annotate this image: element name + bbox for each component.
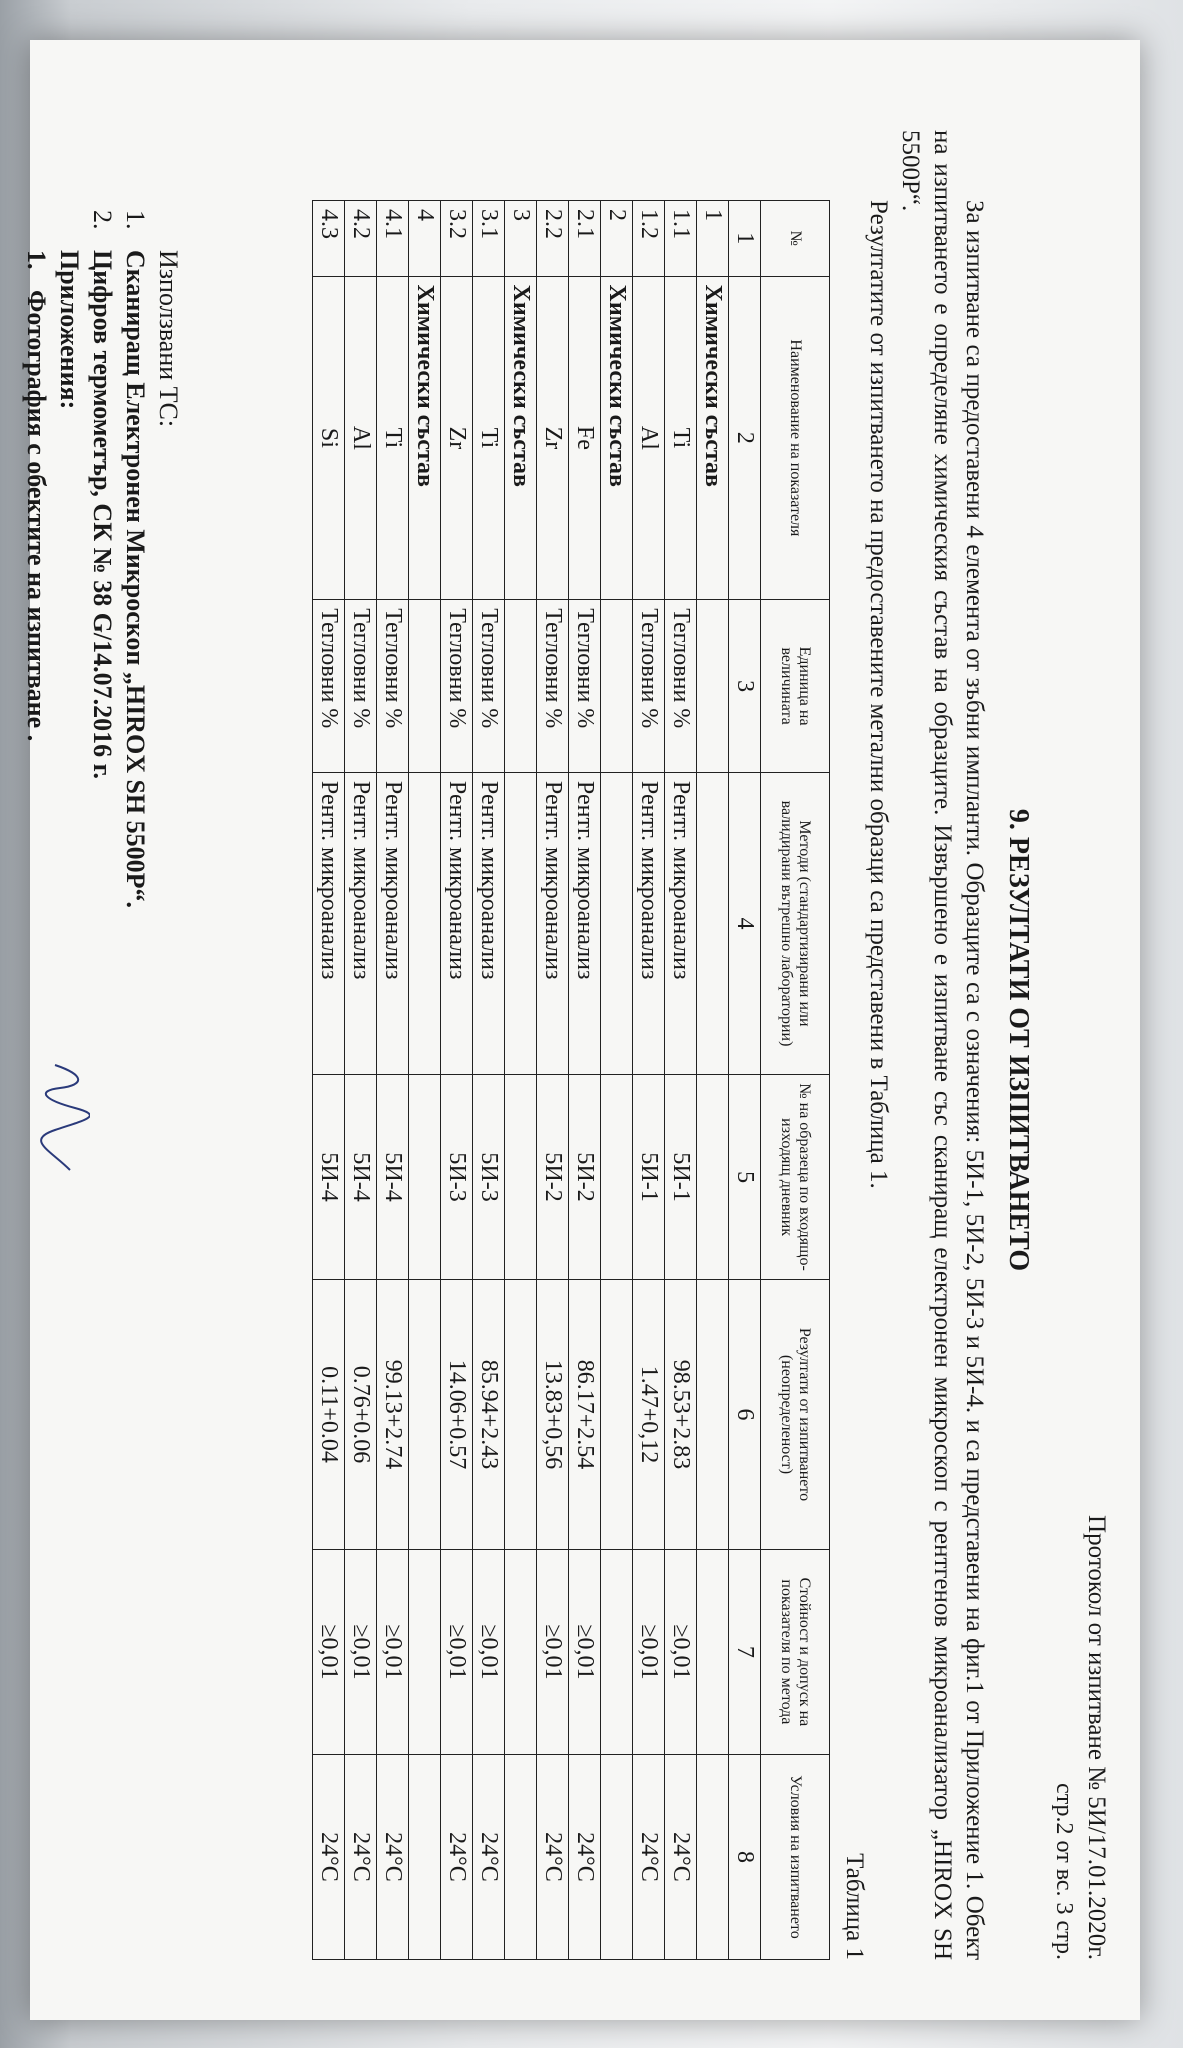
table-cell-result: 98.53+2.83 <box>665 1280 697 1550</box>
table-cell-unit: Тегловни % <box>473 600 505 773</box>
table-cell-name: Химически състав <box>505 276 537 600</box>
column-number-cell: 7 <box>729 1549 761 1754</box>
table-header-cell: Условия на изпитването <box>761 1754 830 1959</box>
table-cell-cond <box>409 1754 441 1959</box>
table-cell-method: Рентг. микроанализ <box>569 772 601 1074</box>
table-row <box>665 201 697 1960</box>
column-number-cell: 5 <box>729 1075 761 1280</box>
table-cell-sample: 5И-3 <box>473 1075 505 1280</box>
signature-scribble <box>40 1060 90 1180</box>
table-cell-unit: Тегловни % <box>441 600 473 773</box>
table-cell-no: 1.1 <box>665 201 697 277</box>
table-cell-unit <box>697 600 729 773</box>
table-cell-sample <box>697 1075 729 1280</box>
column-number-cell: 6 <box>729 1280 761 1550</box>
table-cell-unit: Тегловни % <box>377 600 409 773</box>
table-cell-unit <box>505 600 537 773</box>
table-row <box>345 201 377 1960</box>
table-cell-sample <box>505 1075 537 1280</box>
table-cell-cond <box>505 1754 537 1959</box>
table-cell-unit: Тегловни % <box>633 600 665 773</box>
table-cell-result: 99.13+2.74 <box>377 1280 409 1550</box>
table-header-cell: № <box>761 201 830 277</box>
table-body <box>313 201 729 1960</box>
table-cell-no: 1 <box>697 201 729 277</box>
table-row <box>441 201 473 1960</box>
table-cell-sample: 5И-2 <box>569 1075 601 1280</box>
table-cell-result: 86.17+2.54 <box>569 1280 601 1550</box>
table-cell-unit: Тегловни % <box>313 600 345 773</box>
table-cell-limit <box>697 1549 729 1754</box>
document-sheet <box>22 40 1140 2020</box>
table-cell-name: Al <box>345 276 377 600</box>
list-number: 1. <box>22 250 51 270</box>
table-cell-method <box>505 772 537 1074</box>
page-number: стр.2 от вс. 3 стр. <box>1051 1783 1077 1960</box>
table-cell-result <box>505 1280 537 1550</box>
table-cell-cond: 24°C <box>633 1754 665 1959</box>
table-cell-limit: ≥0,01 <box>665 1549 697 1754</box>
table-cell-cond <box>697 1754 729 1959</box>
intro-text <box>862 130 990 1960</box>
table-cell-result <box>697 1280 729 1550</box>
list-number: 1. <box>121 210 150 230</box>
column-number-cell: 3 <box>729 600 761 773</box>
column-number-cell: 8 <box>729 1754 761 1959</box>
table-cell-limit: ≥0,01 <box>537 1549 569 1754</box>
table-group-row <box>409 201 441 1960</box>
table-cell-unit: Тегловни % <box>537 600 569 773</box>
table-cell-unit <box>409 600 441 773</box>
table-cell-no: 4.2 <box>345 201 377 277</box>
table-cell-limit <box>505 1549 537 1754</box>
table-group-row <box>601 201 633 1960</box>
table-cell-result: 0.76+0.06 <box>345 1280 377 1550</box>
used-equipment-item <box>119 210 152 908</box>
table-cell-result: 14.06+0.57 <box>441 1280 473 1550</box>
table-cell-unit: Тегловни % <box>665 600 697 773</box>
table-cell-name: Fe <box>569 276 601 600</box>
table-header-cell: Стойност и допуск на показателя по метода <box>761 1549 830 1754</box>
table-column-number-row <box>729 201 761 1960</box>
table-cell-method: Рентг. микроанализ <box>633 772 665 1074</box>
table-caption: Таблица 1 <box>841 1853 868 1960</box>
table-cell-name: Si <box>313 276 345 600</box>
table-cell-sample <box>409 1075 441 1280</box>
table-cell-no: 3 <box>505 201 537 277</box>
table-cell-cond: 24°C <box>441 1754 473 1959</box>
attachment-item <box>20 250 53 908</box>
table-cell-limit: ≥0,01 <box>633 1549 665 1754</box>
used-equipment-heading: Използвани ТС: <box>154 250 183 428</box>
intro-paragraph-2: Резултатите от изпитването на предоставените метални образци са представени в Таблица 1. <box>865 200 892 1189</box>
protocol-number: Протокол от изпитване № 5И/17.01.2020г. <box>1083 1515 1110 1960</box>
table-cell-cond <box>601 1754 633 1959</box>
table-cell-sample: 5И-3 <box>441 1075 473 1280</box>
table-cell-no: 4.3 <box>313 201 345 277</box>
table-cell-method <box>601 772 633 1074</box>
table-row <box>569 201 601 1960</box>
table-cell-unit: Тегловни % <box>569 600 601 773</box>
table-cell-method: Рентг. микроанализ <box>473 772 505 1074</box>
table-cell-sample: 5И-4 <box>377 1075 409 1280</box>
intro-paragraph-1: За изпитване са предоставени 4 елемента от зъбни импланти. Образците са с означения: 5И-1, 5И-2, 5И-3 и 5И-4. и са представени на фиг.1 от Приложение 1. Обект на изпитването е определяне химическия състав на образците. Извършено е изпитване със сканиращ електронен микроскоп с рентгенов микроанализатор „HIROX SH 5500P“. <box>897 130 988 1960</box>
table-cell-sample: 5И-4 <box>313 1075 345 1280</box>
table-cell-method <box>697 772 729 1074</box>
table-cell-name: Zr <box>441 276 473 600</box>
table-cell-no: 2.2 <box>537 201 569 277</box>
list-text: Фотография с обектите на изпитване . <box>22 290 51 742</box>
table-cell-method: Рентг. микроанализ <box>377 772 409 1074</box>
table-cell-sample: 5И-1 <box>633 1075 665 1280</box>
column-number-cell: 1 <box>729 201 761 277</box>
table-cell-result: 13.83+0,56 <box>537 1280 569 1550</box>
table-cell-limit: ≥0,01 <box>441 1549 473 1754</box>
rotated-page <box>22 60 1130 2020</box>
list-number: 2. <box>88 210 117 230</box>
table-cell-sample <box>601 1075 633 1280</box>
table-row <box>537 201 569 1960</box>
table-row <box>377 201 409 1960</box>
table-cell-name: Химически състав <box>697 276 729 600</box>
table-group-row <box>505 201 537 1960</box>
column-number-cell: 4 <box>729 772 761 1074</box>
table-header-cell: Резултати от изпитването (неопределеност) <box>761 1280 830 1550</box>
attachments-heading: Приложения: <box>55 250 84 410</box>
table-cell-no: 4 <box>409 201 441 277</box>
used-equipment-item <box>86 210 119 908</box>
table-cell-cond: 24°C <box>665 1754 697 1959</box>
table-cell-sample: 5И-1 <box>665 1075 697 1280</box>
table-cell-name: Zr <box>537 276 569 600</box>
table-cell-name: Ti <box>473 276 505 600</box>
table-cell-no: 2 <box>601 201 633 277</box>
table-cell-method: Рентг. микроанализ <box>313 772 345 1074</box>
table-cell-cond: 24°C <box>345 1754 377 1959</box>
table-cell-sample: 5И-2 <box>537 1075 569 1280</box>
table-cell-unit <box>601 600 633 773</box>
table-cell-method: Рентг. микроанализ <box>665 772 697 1074</box>
table-cell-limit: ≥0,01 <box>377 1549 409 1754</box>
table-cell-method: Рентг. микроанализ <box>345 772 377 1074</box>
table-cell-name: Химически състав <box>409 276 441 600</box>
list-text: Сканиращ Електронен Микроскоп „HIROX SH 5500P“. <box>121 250 150 909</box>
table-cell-no: 4.1 <box>377 201 409 277</box>
table-row <box>313 201 345 1960</box>
table-header-cell: № на образеца по входящо-изходящ дневник <box>761 1075 830 1280</box>
table-header-cell: Наименование на показателя <box>761 276 830 600</box>
table-cell-limit <box>601 1549 633 1754</box>
table-header-cell: Методи (стандартизирани или валидирани вътрешно лаборатории) <box>761 772 830 1074</box>
table-cell-method <box>409 772 441 1074</box>
table-cell-name: Ti <box>665 276 697 600</box>
table-cell-result <box>409 1280 441 1550</box>
table-header-row <box>761 201 830 1960</box>
table-cell-name: Al <box>633 276 665 600</box>
table-cell-limit: ≥0,01 <box>345 1549 377 1754</box>
table-cell-sample: 5И-4 <box>345 1075 377 1280</box>
section-title: 9. РЕЗУЛТАТИ ОТ ИЗПИТВАНЕТО <box>1003 808 1034 1272</box>
table-cell-cond: 24°C <box>473 1754 505 1959</box>
table-cell-cond: 24°C <box>313 1754 345 1959</box>
table-cell-unit: Тегловни % <box>345 600 377 773</box>
table-cell-limit: ≥0,01 <box>473 1549 505 1754</box>
table-cell-no: 3.2 <box>441 201 473 277</box>
table-header-cell: Единица на величината <box>761 600 830 773</box>
table-cell-limit: ≥0,01 <box>569 1549 601 1754</box>
table-cell-cond: 24°C <box>537 1754 569 1959</box>
table-cell-no: 3.1 <box>473 201 505 277</box>
table-cell-name: Химически състав <box>601 276 633 600</box>
table-cell-limit: ≥0,01 <box>313 1549 345 1754</box>
page-header <box>1048 1515 1112 1960</box>
table-cell-cond: 24°C <box>377 1754 409 1959</box>
table-cell-no: 1.2 <box>633 201 665 277</box>
results-table <box>312 200 830 1960</box>
table-cell-result: 1.47+0,12 <box>633 1280 665 1550</box>
table-cell-result <box>601 1280 633 1550</box>
table-group-row <box>697 201 729 1960</box>
table-cell-no: 2.1 <box>569 201 601 277</box>
list-text: Цифров термометър, СК № 38 G/14.07.2016 г. <box>88 250 117 780</box>
table-cell-name: Ti <box>377 276 409 600</box>
table-row <box>473 201 505 1960</box>
used-equipment-section <box>20 210 185 909</box>
table-row <box>633 201 665 1960</box>
attachments-section <box>20 250 86 908</box>
table-cell-limit <box>409 1549 441 1754</box>
table-cell-result: 0.11+0.04 <box>313 1280 345 1550</box>
table-cell-cond: 24°C <box>569 1754 601 1959</box>
column-number-cell: 2 <box>729 276 761 600</box>
table-cell-method: Рентг. микроанализ <box>537 772 569 1074</box>
table-cell-method: Рентг. микроанализ <box>441 772 473 1074</box>
table-cell-result: 85.94+2.43 <box>473 1280 505 1550</box>
